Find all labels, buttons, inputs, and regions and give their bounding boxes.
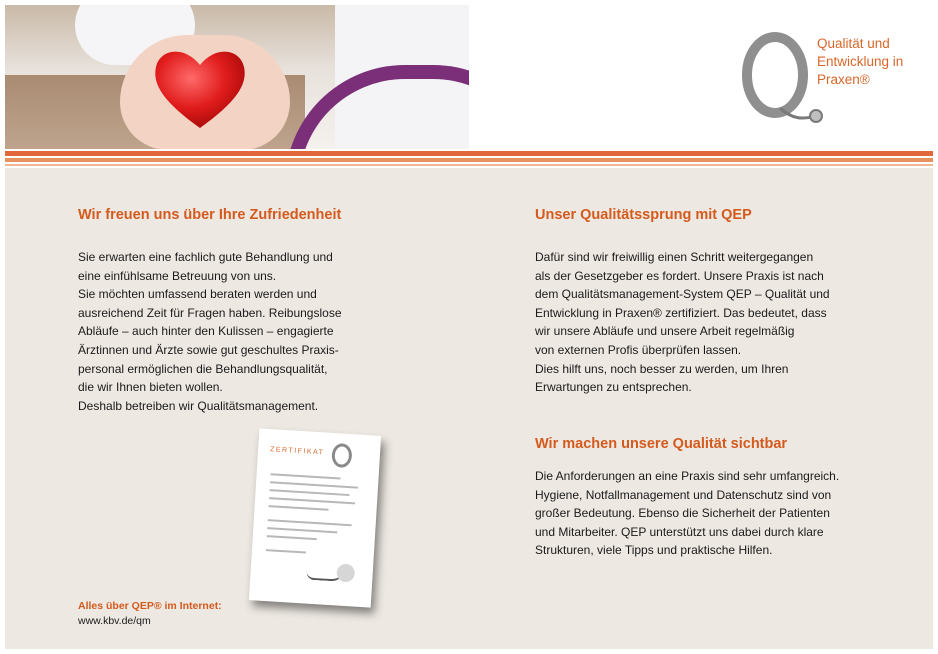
divider-band — [5, 164, 933, 166]
divider-band — [5, 151, 933, 156]
text-line: Entwicklung in Praxen® zertifiziert. Das bedeutet, dass — [535, 305, 827, 320]
text-line: eine einfühlsame Betreuung von uns. — [78, 268, 277, 283]
certificate-text-line — [266, 549, 306, 553]
certificate-text-line — [269, 497, 355, 504]
divider-band — [5, 158, 933, 162]
certificate-text-line — [270, 489, 350, 496]
internet-url-link[interactable]: www.kbv.de/qm — [78, 615, 151, 627]
stethoscope-tube — [285, 65, 469, 149]
certificate-image — [249, 428, 381, 607]
certificate-text-line — [271, 473, 341, 479]
text-line: Deshalb betreiben wir Qualitätsmanagement. — [78, 398, 319, 413]
text-line: Erwartungen zu entsprechen. — [535, 380, 692, 395]
text-line: Hygiene, Notfallmanagement und Datenschutz sind von — [535, 487, 832, 502]
text-line: und Mitarbeiter. QEP unterstützt uns dabei durch klare — [535, 524, 824, 539]
right-heading-2: Wir machen unsere Qualität sichtbar — [535, 436, 788, 452]
text-line: Ärztinnen und Ärzte sowie gut geschultes Praxis- — [78, 342, 339, 357]
text-line: großer Bedeutung. Ebenso die Sicherheit der Patienten — [535, 506, 830, 521]
logo-line: Praxen® — [817, 72, 870, 87]
certificate-text-line — [269, 505, 329, 511]
text-line: Dies hilft uns, noch besser zu werden, um Ihren — [535, 361, 789, 376]
text-line: als der Gesetzgeber es fordert. Unsere Praxis ist nach — [535, 268, 824, 283]
certificate-text-line — [268, 519, 352, 526]
logo-line: Entwicklung in — [817, 54, 904, 69]
right-heading-1: Unser Qualitätssprung mit QEP — [535, 207, 752, 223]
text-line: ausreichend Zeit für Fragen haben. Reibungslose — [78, 305, 342, 320]
text-line: wir unsere Abläufe und unsere Arbeit regelmäßig — [535, 324, 795, 339]
text-line: Strukturen, viele Tipps und praktische Hilfen. — [535, 543, 773, 558]
qep-logo-text — [817, 35, 903, 89]
red-heart-icon — [150, 43, 250, 133]
text-line: von externen Profis überprüfen lassen. — [535, 342, 742, 357]
text-line: personal ermöglichen die Behandlungsqualität, — [78, 361, 328, 376]
certificate-text-line — [267, 527, 337, 533]
certificate-logo-icon — [331, 443, 352, 468]
certificate-title: ZERTIFIKAT — [269, 446, 325, 457]
left-paragraph — [78, 248, 342, 415]
left-heading: Wir freuen uns über Ihre Zufriedenheit — [78, 207, 342, 223]
logo-line: Qualität und — [817, 36, 890, 51]
text-line: Abläufe – auch hinter den Kulissen – engagierte — [78, 324, 334, 339]
certificate-text-line — [267, 535, 317, 540]
internet-label: Alles über QEP® im Internet: — [78, 600, 222, 612]
right-paragraph-1 — [535, 248, 830, 397]
certificate-seal-icon — [336, 563, 355, 582]
text-line: die wir Ihnen bieten wollen. — [78, 380, 223, 395]
right-paragraph-2 — [535, 467, 839, 560]
text-line: Die Anforderungen an eine Praxis sind sehr umfangreich. — [535, 469, 840, 483]
text-line: Dafür sind wir freiwillig einen Schritt weitergegangen — [535, 250, 814, 264]
text-line: Sie möchten umfassend beraten werden und — [78, 287, 317, 302]
hero-photo — [5, 5, 469, 149]
certificate-text-line — [270, 481, 358, 488]
text-line: Sie erwarten eine fachlich gute Behandlung und — [78, 250, 333, 264]
text-line: dem Qualitätsmanagement-System QEP – Qualität und — [535, 287, 830, 302]
